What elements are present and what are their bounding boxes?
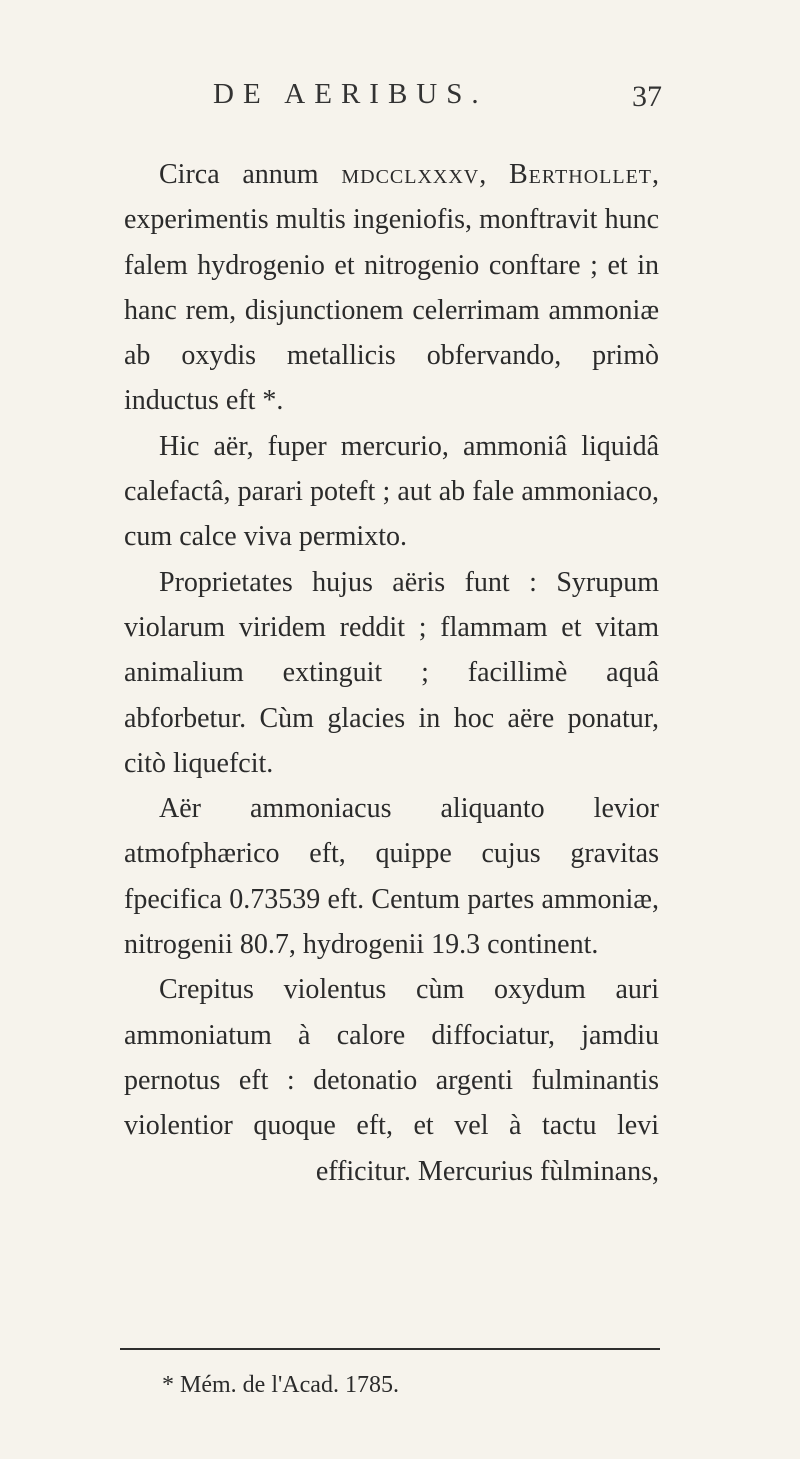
paragraph-3: Proprietates hujus aëris funt : Syrupum violarum viridem reddit ; flammam et vitam animalium extinguit ; facillimè aquâ abforbetur. Cùm glacies in hoc aëre ponatur, citò liquefcit. xyxy=(124,566,659,779)
paragraph-1-sep: , xyxy=(479,159,509,190)
page-number: 37 xyxy=(632,80,662,113)
footnote: * Mém. de l'Acad. 1785. xyxy=(162,1372,399,1398)
year-small-caps: mdcclxxxv xyxy=(341,159,480,190)
paragraph-1-rest: , experimentis multis ingeniofis, monftravit hunc falem hydrogenio et nitrogenio conftare ; et in hanc rem, disjunctionem celerrimam ammoniæ ab oxydis metallicis obfervando, primò inductus eft *. xyxy=(124,159,660,417)
paragraph-4: Aër ammoniacus aliquanto levior atmofphærico eft, quippe cujus gravitas fpecifica 0.73539 eft. Centum partes ammoniæ, nitrogenii 80.7, hydrogenii 19.3 continent. xyxy=(124,793,659,961)
paragraph-1 xyxy=(124,152,659,424)
paragraph-5: Crepitus violentus cùm oxydum auri ammoniatum à calore diffociatur, jamdiu pernotus eft : detonatio argenti fulminantis violentior quoque eft, et vel à tactu levi efficitur. Mercurius fùlminans, xyxy=(124,974,659,1187)
main-text xyxy=(124,152,659,1194)
footnote-divider xyxy=(120,1348,660,1350)
author-name-small-caps: Berthollet xyxy=(509,159,653,190)
paragraph-1-lead: Circa annum xyxy=(159,159,342,190)
paragraph-2: Hic aër, fuper mercurio, ammoniâ liquidâ calefactâ, parari poteft ; aut ab fale ammoniaco, cum calce viva permixto. xyxy=(124,430,659,553)
running-title: DE AERIBUS. xyxy=(213,78,488,110)
